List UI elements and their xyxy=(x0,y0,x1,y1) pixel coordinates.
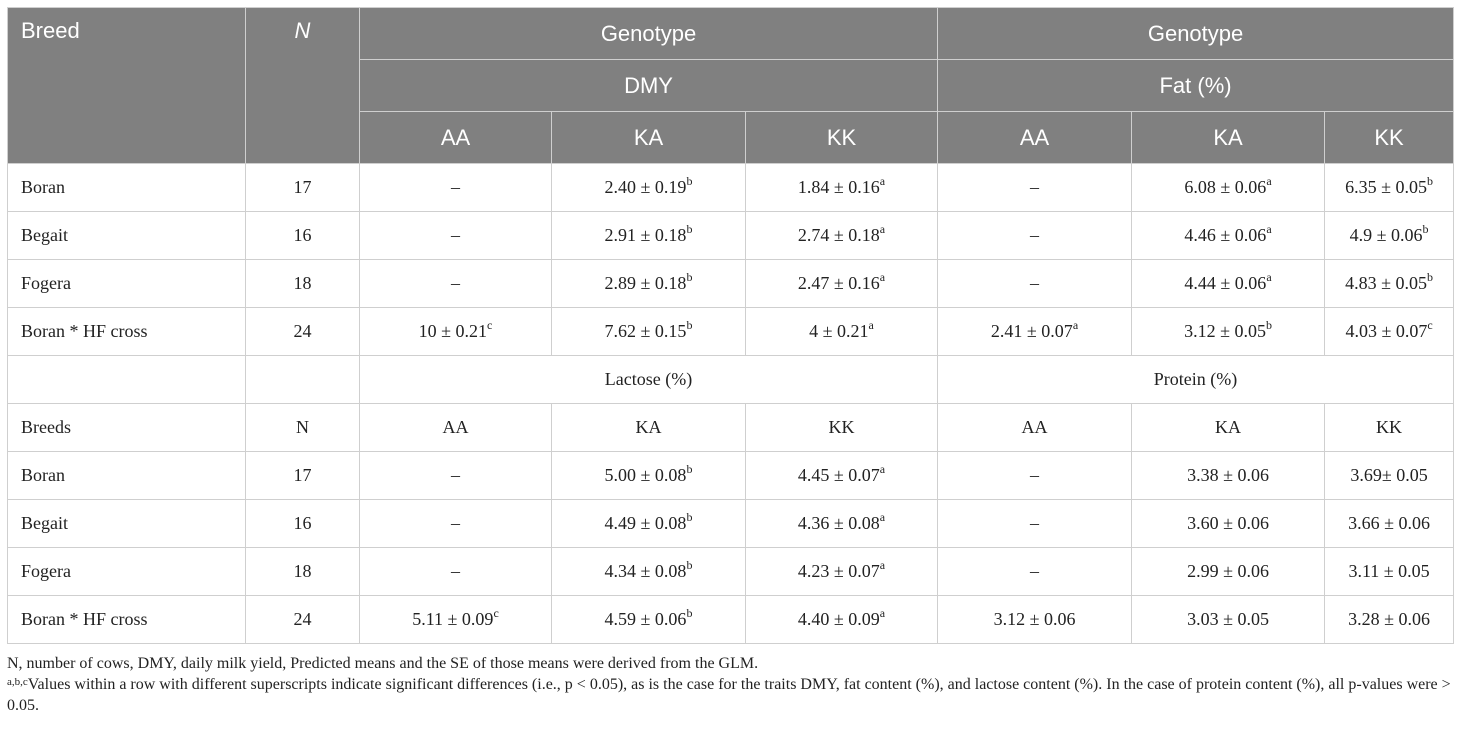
subheader-protein-aa: AA xyxy=(938,404,1132,452)
cell-value-text: 4.49 ± 0.08 xyxy=(604,513,687,533)
cell-superscript: c xyxy=(493,606,499,620)
cell-value xyxy=(1325,452,1454,500)
cell-superscript: b xyxy=(686,606,693,620)
cell-value xyxy=(552,260,746,308)
cell-value-text: – xyxy=(451,561,460,581)
cell-value-text: 4.45 ± 0.07 xyxy=(797,465,880,485)
cell-n: 18 xyxy=(246,548,360,596)
subheader-breeds: Breeds xyxy=(8,404,246,452)
cell-value-text: 4 ± 0.21 xyxy=(809,321,869,341)
cell-value-text: 4.34 ± 0.08 xyxy=(604,561,687,581)
cell-value-text: 3.60 ± 0.06 xyxy=(1187,513,1269,533)
subheader-lactose: Lactose (%) xyxy=(360,356,938,404)
cell-breed: Boran xyxy=(8,164,246,212)
subheader-empty-breed xyxy=(8,356,246,404)
cell-value-text: 4.23 ± 0.07 xyxy=(797,561,880,581)
cell-superscript: b xyxy=(1426,270,1433,284)
table-row xyxy=(8,260,1454,308)
cell-value-text: 4.83 ± 0.05 xyxy=(1345,273,1427,293)
cell-value-text: 3.12 ± 0.05 xyxy=(1184,321,1266,341)
table-body-bottom xyxy=(8,452,1454,644)
subheader-protein: Protein (%) xyxy=(938,356,1454,404)
header-fat: Fat (%) xyxy=(938,60,1454,112)
cell-superscript: b xyxy=(1422,222,1429,236)
cell-value-text: – xyxy=(1030,273,1040,293)
cell-value xyxy=(360,308,552,356)
cell-superscript: b xyxy=(686,318,693,332)
cell-n: 16 xyxy=(246,500,360,548)
cell-value-text: – xyxy=(451,225,460,245)
cell-value-text: 3.11 ± 0.05 xyxy=(1348,561,1430,581)
cell-breed: Boran xyxy=(8,452,246,500)
cell-value xyxy=(1132,548,1325,596)
cell-value xyxy=(1132,452,1325,500)
cell-value-text: 4.9 ± 0.06 xyxy=(1349,225,1423,245)
cell-value-text: – xyxy=(1030,465,1040,485)
cell-value xyxy=(938,164,1132,212)
table-row xyxy=(8,596,1454,644)
cell-value-text: 4.59 ± 0.06 xyxy=(604,609,687,629)
cell-value-text: – xyxy=(1030,561,1040,581)
cell-value-text: – xyxy=(451,273,460,293)
cell-value-text: 2.91 ± 0.18 xyxy=(604,225,687,245)
cell-value xyxy=(938,452,1132,500)
cell-value-text: 5.11 ± 0.09 xyxy=(412,609,494,629)
cell-n: 17 xyxy=(246,164,360,212)
subheader-lactose-kk: KK xyxy=(746,404,938,452)
cell-value-text: 2.40 ± 0.19 xyxy=(604,177,687,197)
cell-breed: Begait xyxy=(8,500,246,548)
cell-value xyxy=(938,212,1132,260)
cell-value xyxy=(1132,212,1325,260)
cell-value-text: 4.36 ± 0.08 xyxy=(797,513,880,533)
cell-value-text: – xyxy=(451,465,460,485)
cell-value xyxy=(552,164,746,212)
table-header xyxy=(8,8,1454,164)
header-n: N xyxy=(246,8,360,164)
results-table xyxy=(7,7,1454,644)
table-subheader xyxy=(8,356,1454,452)
cell-value xyxy=(360,596,552,644)
cell-superscript: c xyxy=(487,318,493,332)
cell-value-text: – xyxy=(1030,177,1040,197)
cell-value xyxy=(552,308,746,356)
cell-value xyxy=(1325,164,1454,212)
cell-value xyxy=(938,548,1132,596)
cell-value xyxy=(746,260,938,308)
cell-n: 16 xyxy=(246,212,360,260)
cell-value xyxy=(938,500,1132,548)
cell-n: 24 xyxy=(246,308,360,356)
subheader-protein-ka: KA xyxy=(1132,404,1325,452)
cell-value-text: 4.46 ± 0.06 xyxy=(1184,225,1267,245)
cell-superscript: a xyxy=(879,174,886,188)
cell-value-text: – xyxy=(451,177,460,197)
cell-value xyxy=(360,260,552,308)
cell-value-text: 2.47 ± 0.16 xyxy=(797,273,880,293)
subheader-n: N xyxy=(246,404,360,452)
footnote-significance xyxy=(7,674,1453,716)
cell-value-text: 4.03 ± 0.07 xyxy=(1345,321,1428,341)
cell-value-text: 3.69± 0.05 xyxy=(1350,465,1428,485)
cell-value xyxy=(746,212,938,260)
cell-value xyxy=(746,500,938,548)
cell-value xyxy=(1325,500,1454,548)
cell-value-text: 6.08 ± 0.06 xyxy=(1184,177,1267,197)
cell-breed: Boran * HF cross xyxy=(8,308,246,356)
subheader-lactose-ka: KA xyxy=(552,404,746,452)
cell-n: 17 xyxy=(246,452,360,500)
cell-value xyxy=(552,452,746,500)
cell-superscript: a xyxy=(879,558,886,572)
cell-value-text: 3.66 ± 0.06 xyxy=(1348,513,1430,533)
cell-superscript: a xyxy=(868,318,874,332)
table-body-top xyxy=(8,164,1454,356)
cell-value xyxy=(1132,596,1325,644)
cell-value xyxy=(1132,308,1325,356)
table-footnotes xyxy=(7,653,1453,716)
cell-value xyxy=(1325,596,1454,644)
cell-value-text: 4.40 ± 0.09 xyxy=(797,609,880,629)
cell-value-text: 3.28 ± 0.06 xyxy=(1348,609,1430,629)
cell-value-text: – xyxy=(1030,225,1040,245)
cell-value-text: 4.44 ± 0.06 xyxy=(1184,273,1267,293)
footnote-superscript: a,b,c xyxy=(7,676,28,688)
cell-superscript: a xyxy=(879,222,886,236)
cell-superscript: a xyxy=(1266,222,1272,236)
cell-superscript: a xyxy=(1266,174,1272,188)
cell-value xyxy=(938,260,1132,308)
cell-value-text: 1.84 ± 0.16 xyxy=(797,177,880,197)
header-dmy-ka: KA xyxy=(552,112,746,164)
cell-value xyxy=(360,164,552,212)
cell-value xyxy=(938,596,1132,644)
cell-value-text: 3.12 ± 0.06 xyxy=(993,609,1076,629)
cell-value xyxy=(360,548,552,596)
cell-value xyxy=(746,596,938,644)
cell-value-text: 2.89 ± 0.18 xyxy=(604,273,687,293)
subheader-lactose-aa: AA xyxy=(360,404,552,452)
table-row xyxy=(8,500,1454,548)
table-row xyxy=(8,164,1454,212)
cell-n: 18 xyxy=(246,260,360,308)
cell-value xyxy=(746,548,938,596)
cell-value-text: 7.62 ± 0.15 xyxy=(604,321,687,341)
cell-breed: Boran * HF cross xyxy=(8,596,246,644)
cell-value xyxy=(552,548,746,596)
header-fat-ka: KA xyxy=(1132,112,1325,164)
cell-value-text: 3.03 ± 0.05 xyxy=(1187,609,1269,629)
cell-value-text: 2.74 ± 0.18 xyxy=(797,225,880,245)
header-genotype-fat: Genotype xyxy=(938,8,1454,60)
cell-value-text: – xyxy=(1030,513,1040,533)
cell-value-text: – xyxy=(451,513,460,533)
cell-value xyxy=(360,212,552,260)
footnote-significance-text: Values within a row with different superscripts indicate significant differences (i.e., p < 0.05), as is the case for the traits DMY, fat content (%), and lactose content (%). In the case of protein content (%), all p-values were > 0.05. xyxy=(7,676,1451,714)
cell-breed: Begait xyxy=(8,212,246,260)
header-breed: Breed xyxy=(8,8,246,164)
cell-superscript: a xyxy=(1266,270,1272,284)
cell-value xyxy=(552,212,746,260)
cell-superscript: b xyxy=(686,558,693,572)
cell-value xyxy=(360,500,552,548)
subheader-empty-n xyxy=(246,356,360,404)
cell-value xyxy=(1325,548,1454,596)
cell-value xyxy=(938,308,1132,356)
cell-superscript: b xyxy=(686,462,693,476)
cell-superscript: a xyxy=(1072,318,1079,332)
cell-value xyxy=(746,308,938,356)
cell-value xyxy=(1132,500,1325,548)
cell-superscript: c xyxy=(1427,318,1433,332)
subheader-protein-kk: KK xyxy=(1325,404,1454,452)
cell-superscript: a xyxy=(879,270,886,284)
cell-value-text: 10 ± 0.21 xyxy=(418,321,488,341)
header-dmy-aa: AA xyxy=(360,112,552,164)
cell-superscript: b xyxy=(686,174,693,188)
cell-superscript: a xyxy=(879,510,886,524)
cell-value xyxy=(360,452,552,500)
cell-value xyxy=(1132,260,1325,308)
table-row xyxy=(8,308,1454,356)
table-row xyxy=(8,212,1454,260)
header-fat-aa: AA xyxy=(938,112,1132,164)
cell-value xyxy=(1325,260,1454,308)
cell-breed: Fogera xyxy=(8,260,246,308)
cell-value xyxy=(1132,164,1325,212)
cell-value xyxy=(1325,308,1454,356)
cell-value xyxy=(552,596,746,644)
cell-superscript: b xyxy=(1265,318,1272,332)
cell-superscript: a xyxy=(879,462,886,476)
cell-value xyxy=(746,164,938,212)
cell-superscript: b xyxy=(686,270,693,284)
cell-value-text: 2.41 ± 0.07 xyxy=(990,321,1073,341)
cell-superscript: b xyxy=(686,510,693,524)
cell-superscript: b xyxy=(686,222,693,236)
header-fat-kk: KK xyxy=(1325,112,1454,164)
cell-value-text: 5.00 ± 0.08 xyxy=(604,465,687,485)
cell-value xyxy=(552,500,746,548)
cell-superscript: b xyxy=(1426,174,1433,188)
table-row xyxy=(8,548,1454,596)
cell-value-text: 6.35 ± 0.05 xyxy=(1345,177,1427,197)
footnote-abbreviations: N, number of cows, DMY, daily milk yield, Predicted means and the SE of those means were derived from the GLM. xyxy=(7,655,759,672)
cell-value-text: 3.38 ± 0.06 xyxy=(1187,465,1269,485)
header-dmy-kk: KK xyxy=(746,112,938,164)
table-row xyxy=(8,452,1454,500)
cell-breed: Fogera xyxy=(8,548,246,596)
cell-value xyxy=(1325,212,1454,260)
cell-value xyxy=(746,452,938,500)
cell-n: 24 xyxy=(246,596,360,644)
cell-superscript: a xyxy=(879,606,886,620)
cell-value-text: 2.99 ± 0.06 xyxy=(1187,561,1269,581)
header-genotype-dmy: Genotype xyxy=(360,8,938,60)
header-dmy: DMY xyxy=(360,60,938,112)
